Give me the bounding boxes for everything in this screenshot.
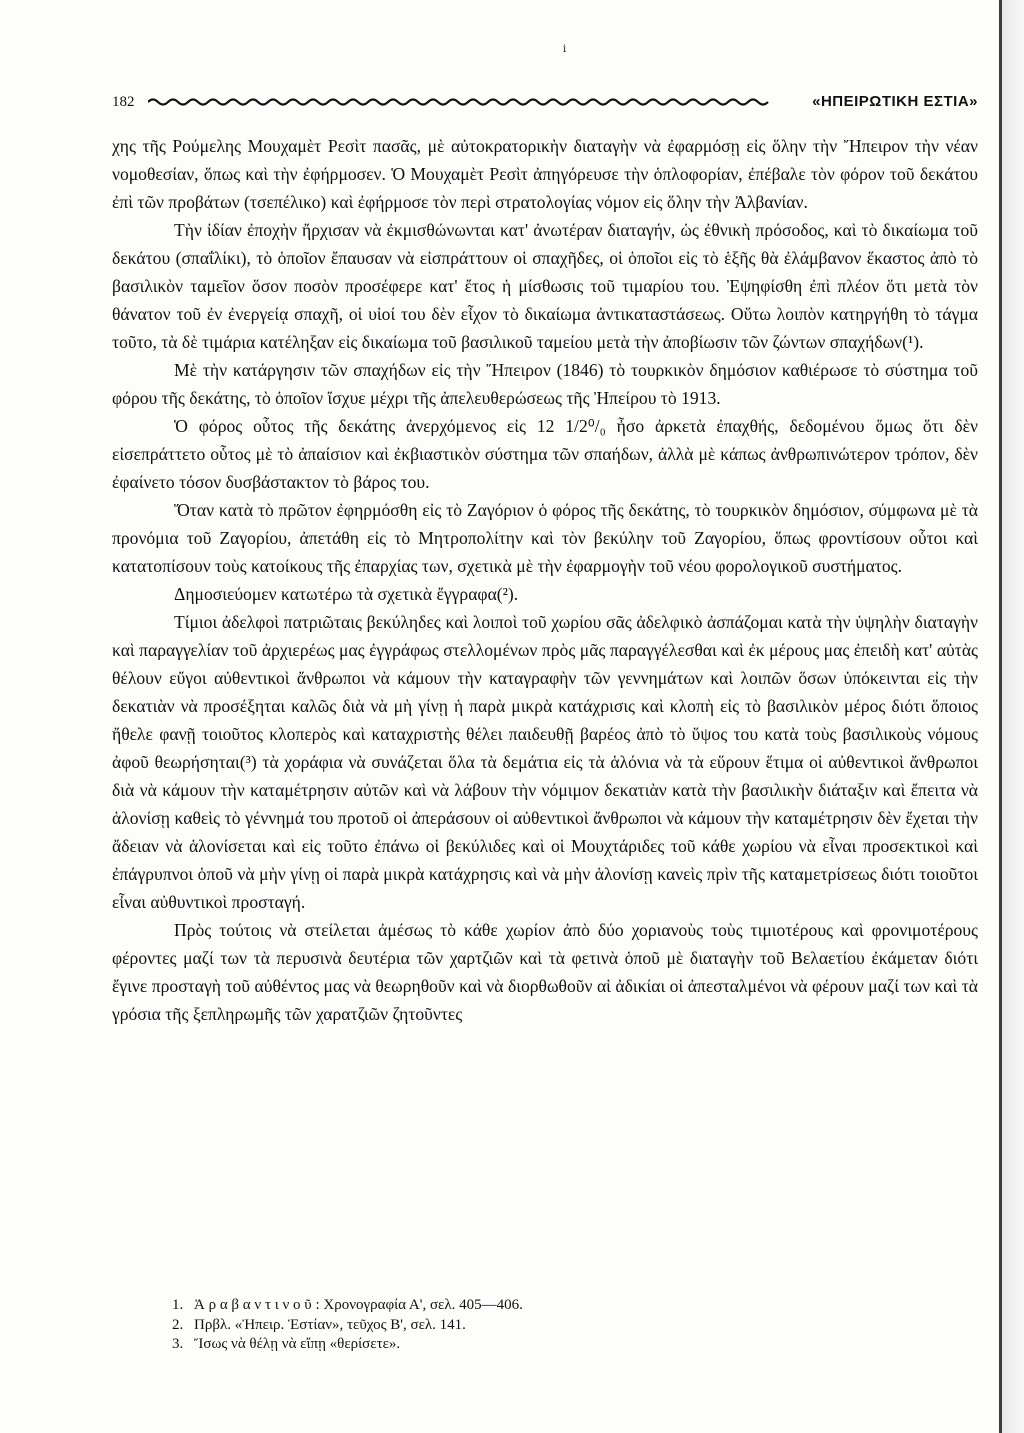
letter-paragraph: Πρὸς τούτοις νὰ στείλεται ἀμέσως τὸ κάθε χωρίον ἀπὸ δύο χοριανοὺς τοὺς τιμιοτέρους καὶ φρονιμοτέρους φέροντες μαζί των τὰ περυσινὰ δευτέρια τῶν χαρτζιῶν καὶ τὰ φετινὰ ὁποῦ μὲ διαταγὴν τοῦ Βελαετίου ἐκάμεταν διότι ἔγινε προσταγὴ τοῦ αὐθέντος μας νὰ θεωρηθοῦν καὶ νὰ διορθωθοῦν αἱ ἀδικίαι οἱ ἀπεσταλμένοι νὰ φέρουν μαζί των καὶ τὰ γρόσια τῆς ξεπληρωμῆς τῶν χαρατζιῶν ζητοῦντες — [112, 920, 978, 1024]
ornamental-rule — [148, 96, 770, 110]
top-mark: i — [563, 44, 567, 55]
body-text — [112, 132, 978, 1028]
footnote-number: 2. — [172, 1316, 184, 1333]
running-title: «ΗΠΕΙΡΩΤΙΚΗ ΕΣΤΙΑ» — [812, 93, 978, 110]
page-edge-shadow — [1002, 0, 1024, 1433]
footnote — [172, 1335, 872, 1355]
paragraph: Ὁ φόρος οὗτος τῆς δεκάτης ἀνερχόμενος εἰς 12 1/2⁰/₀ ἦσο ἀρκετὰ ἐπαχθής, δεδομένου ὅμως ὅτι δὲν εἰσεπράττετο οὗτος μὲ τὸ ἀπαίσιον καὶ ἐκβιαστικὸν σύστημα τῶν σπαήδων, ἀλλὰ μὲ κάπως ἀνθρωπινώτερον τρόπον, δὲν ἐφαίνετο τόσον δυσβάστακτον τὸ βάρος του. — [112, 416, 978, 492]
footnote-text: Πρβλ. «Ἠπειρ. Ἑστίαν», τεῦχος Β', σελ. 141. — [194, 1316, 466, 1333]
paragraph: Ὅταν κατὰ τὸ πρῶτον ἐφηρμόσθη εἰς τὸ Ζαγόριον ὁ φόρος τῆς δεκάτης, τὸ τουρκικὸν δημόσιον, σύμφωνα μὲ τὰ προνόμια τοῦ Ζαγορίου, ἀπετάθη εἰς τὸ Μητροπολίτην καὶ τὸν βεκύλην τοῦ Ζαγορίου, ὅπως φροντίσουν οὗτοι καὶ κατατοπίσουν τοὺς κατοίκους τῆς ἐπαρχίας των, σχετικὰ μὲ τὴν ἐφαρμογὴν τοῦ νέου φορολογικοῦ συστήματος. — [112, 500, 978, 576]
footnote — [172, 1316, 872, 1336]
paragraph: Μὲ τὴν κατάργησιν τῶν σπαχήδων εἰς τὴν Ἤπειρον (1846) τὸ τουρκικὸν δημόσιον καθιέρωσε τὸ σύστημα τοῦ φόρου τῆς δεκάτης, τὸ ὁποῖον ἴσχυε μέχρι τῆς ἀπελευθερώσεως τῆς Ἠπείρου τὸ 1913. — [112, 360, 978, 408]
footnote-text: Ἴσως νὰ θέλῃ νὰ εἴπῃ «θερίσετε». — [194, 1336, 401, 1352]
paragraph: Δημοσιεύομεν κατωτέρω τὰ σχετικὰ ἔγγραφα(²). — [174, 584, 519, 604]
paragraph: χης τῆς Ρούμελης Μουχαμὲτ Ρεσὶτ πασᾶς, μὲ αὐτοκρατορικὴν διαταγὴν νὰ ἐφαρμόσῃ εἰς ὅλην τὴν Ἤπειρον τὴν νέαν νομοθεσίαν, ὅπως καὶ τὴν ἐφήρμοσεν. Ὁ Μουχαμὲτ Ρεσὶτ ἀπηγόρευσε τὴν ὁπλοφορίαν, ἐπέβαλε τὸν φόρον τοῦ δεκάτου ἐπὶ τῶν προβάτων (τσεπέλικο) καὶ ἐφήρμοσε τὸν περὶ στρατολογίας νόμον εἰς ὅλην τὴν Ἀλβανίαν. — [112, 136, 978, 212]
footnote — [172, 1296, 872, 1316]
page-header — [112, 86, 978, 122]
footnote-number: 3. — [172, 1336, 184, 1352]
footnote-number: 1. — [172, 1297, 184, 1313]
footnote-text: Ἀ ρ α β α ν τ ι ν ο ῦ : Χρονογραφία Α', σελ. 405—406. — [194, 1297, 523, 1313]
letter-paragraph: Τίμιοι ἀδελφοὶ πατριῶταις βεκύληδες καὶ λοιποὶ τοῦ χωρίου σᾶς ἀδελφικὸ ἀσπάζομαι κατὰ τὴν ὑψηλὴν διαταγὴν καὶ παραγγελίαν τοῦ ἀρχιερέως μας ἐγγράφως στελλομένων πρὸς μᾶς παραγγέλεσθαι καὶ ἐκ μέρους μας ἐπειδὴ κατ' αὐτὰς θέλουν εὔγοι αὐθεντικοὶ ἄνθρωποι νὰ κάμουν τὴν καταγραφὴν τῶν γεννημάτων καὶ λοιπῶν ὅσων ὑπόκεινται εἰς τὴν δεκατιὰν νὰ προσέξηται καλῶς διὰ νὰ μὴ γίνῃ ἡ παρὰ μικρὰ κατάχρισις καὶ κλοπὴ εἰς τὸ βασιλικὸν μέρος διότι ὅποιος ἤθελε φανῇ τοιοῦτος κλοπερὸς καὶ καταχριστὴς θέλει παιδευθῇ βαρέος ἀπὸ τὸ ὕψος του κατὰ τοὺς βασιλικοὺς νόμους ἀφοῦ θεωρήσηται(³) τὰ χοράφια νὰ συνάζεται ὅλα τὰ δεμάτια εἰς τὰ ἁλόνια νὰ τὰ εὕρουν ἕτιμα οἱ αὐθεντικοὶ ἄνθρωποι διὰ νὰ κάμουν τὴν καταμέτρησιν αὐτῶν καὶ νὰ λάβουν τὴν νόμιμον δεκατιὰν κατὰ τὴν βασιλικὴν διάταξιν καὶ ἔπειτα νὰ ἁλονίσῃ καθεὶς τὸ γέννημά του προτοῦ οἱ ἀπεράσουν οἱ αὐθεντικοὶ ἄνθρωποι νὰ κάμουν τὴν καταμέτρησιν δὲν ἔχεται τὴν ἄδειαν νὰ ἁλονίσεται καὶ εἰς τοῦτο ἐπάνω οἱ βεκύλιδες καὶ οἱ Μουχτάριδες τοῦ κάθε χωρίου νὰ εἶναι προσεκτικοὶ καὶ ἐπάγρυπνοι ὁποῦ νὰ μὴν γίνῃ οἱ παρὰ μικρὰ κατάχρησις καὶ νὰ μὴν ἁλονίσῃ κανεὶς πρὶν τῆς καταμετρίσεως διότι τοιοῦτοι εἶναι αὐθυντικοὶ προσταγή. — [112, 612, 978, 912]
footnotes — [172, 1296, 872, 1355]
page-number: 182 — [112, 94, 135, 110]
paragraph: Τὴν ἰδίαν ἐποχὴν ἤρχισαν νὰ ἐκμισθώνωνται κατ' ἀνωτέραν διαταγήν, ὡς ἐθνικὴ πρόσοδος, καὶ τὸ δικαίωμα τοῦ δεκάτου (σπαΐλίκι), τὸ ὁποῖον ἔπαυσαν νὰ εἰσπράττουν οἱ σπαχῆδες, οἱ ὁποῖοι εἰς τὸ ἑξῆς θὰ ἐλάμβανον ἕκαστος ἀπὸ τὸ βασιλικὸν ταμεῖον ὅσον ποσὸν προσέφερε κατ' ἔτος ἡ μίσθωσις τοῦ τιμαρίου του. Ἐψηφίσθη ἐπὶ πλέον ὅτι μετὰ τὸν θάνατον τοῦ ἐν ἐνεργείᾳ σπαχῆ, οἱ υἱοί του δὲν εἶχον τὸ δικαίωμα ἀντικαταστάσεως. Οὕτω λοιπὸν κατηργήθη τὸ τάγμα τοῦτο, τὰ δὲ τιμάρια κατέληξαν εἰς δικαίωμα τοῦ βασιλικοῦ ταμείου μετὰ τὴν ἀποβίωσιν τῶν ζώντων σπαχήδων(¹). — [112, 220, 978, 352]
page-edge-line — [999, 0, 1002, 1433]
